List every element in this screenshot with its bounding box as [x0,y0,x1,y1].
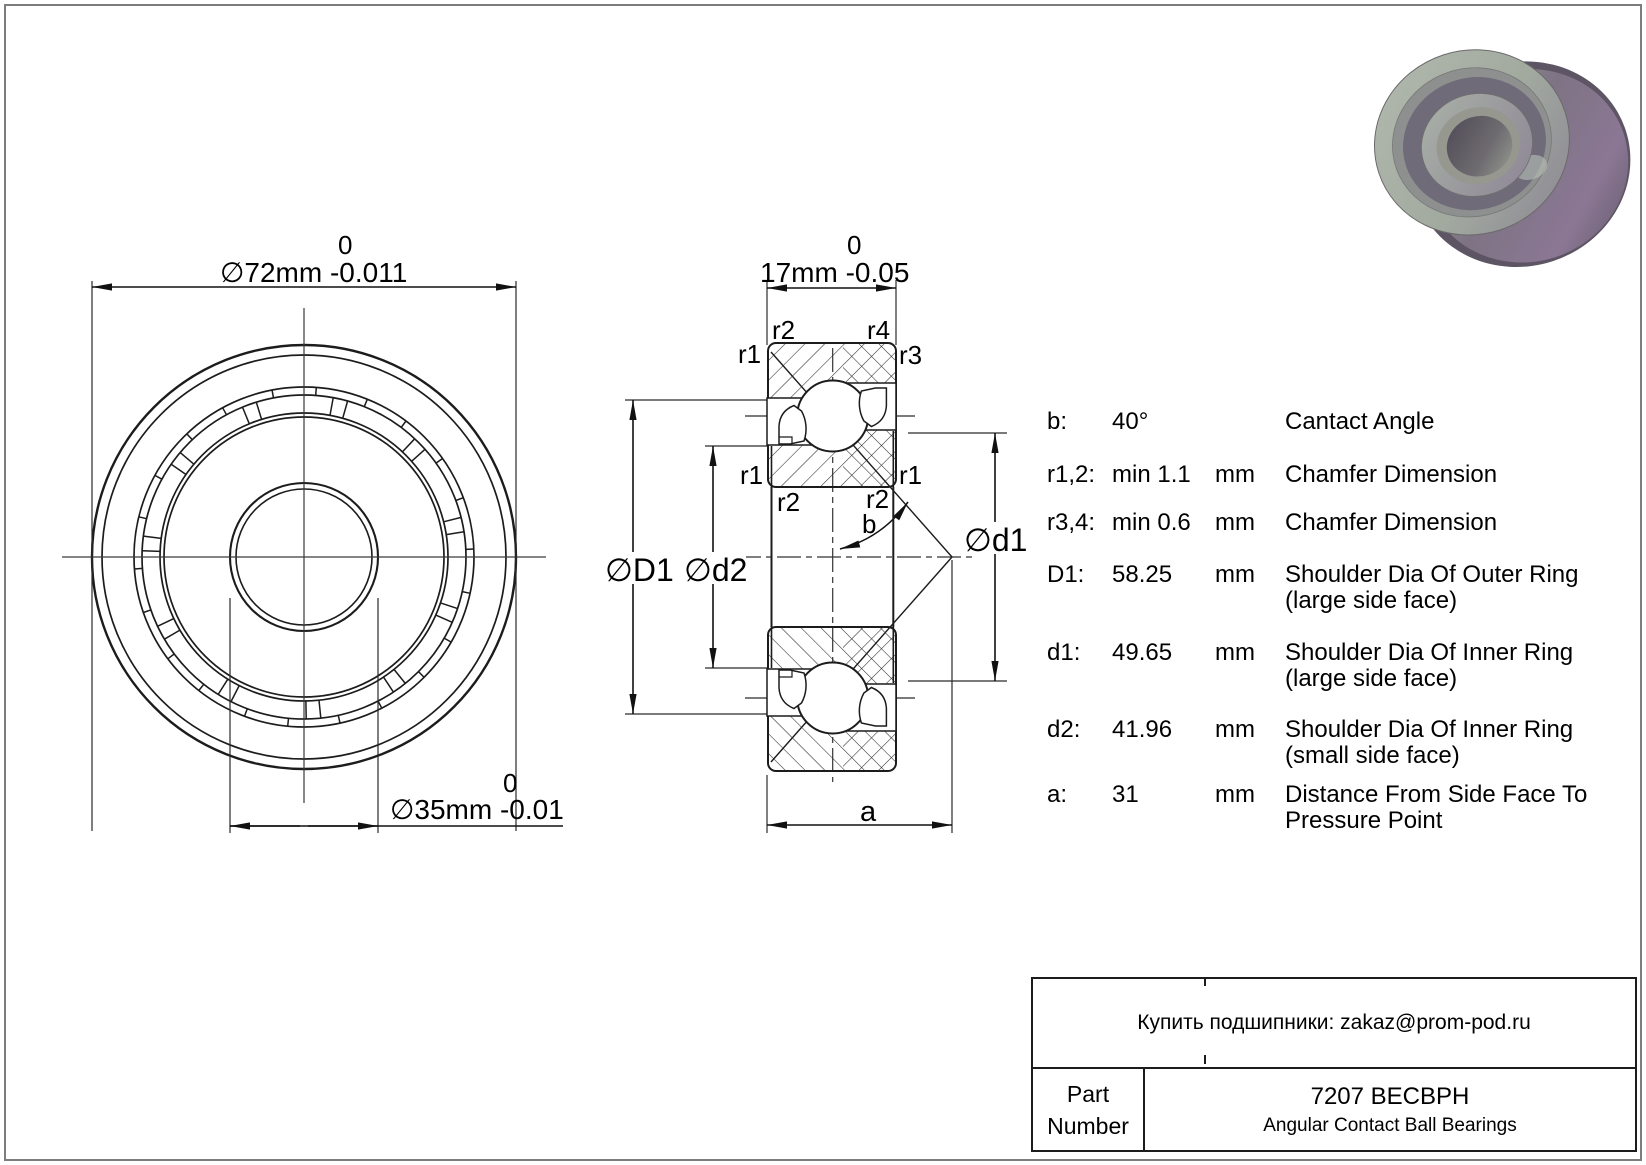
label-dia-d1: ∅d1 [964,522,1028,558]
label-r2-top-left: r2 [772,315,796,345]
spec-unit: mm [1215,639,1255,666]
spec-param: r3,4: [1047,509,1096,536]
spec-unit: mm [1215,561,1255,588]
width-dim-tolerance-top: 0 [847,230,862,260]
label-r2-low-right: r2 [866,484,890,514]
label-dia-D1: ∅D1 [605,552,674,588]
label-r3-outer-right: r3 [899,340,923,370]
spec-unit: mm [1215,509,1255,536]
spec-value: 49.65 [1112,639,1173,666]
title-block-tick-top [1204,977,1206,986]
label-a-distance: a [860,796,877,828]
ball [797,381,868,452]
part-number-label-cell [1033,1069,1145,1150]
title-block [1031,977,1637,1152]
label-dia-d2: ∅d2 [684,552,748,588]
bearing-category: Angular Contact Ball Bearings [1263,1114,1517,1136]
bore-dim-tolerance-top: 0 [503,768,518,798]
spec-desc: Chamfer Dimension [1285,461,1498,488]
bearing-3d-render [1350,8,1646,303]
outer-dim-tolerance-top: 0 [338,230,353,260]
spec-unit: mm [1215,781,1255,808]
spec-value: 31 [1112,781,1139,808]
section-upper-ring [767,343,896,489]
part-label-line2: Number [1047,1112,1129,1139]
section-view [603,230,1028,833]
spec-value: 41.96 [1112,716,1173,743]
spec-desc: Shoulder Dia Of Inner Ring (small side face) [1285,716,1574,769]
label-r1-mid-right: r1 [899,460,923,490]
spec-unit: mm [1215,461,1255,488]
label-r2-low-left: r2 [777,487,801,517]
spec-value: min 1.1 [1112,461,1191,488]
spec-desc: Chamfer Dimension [1285,509,1498,536]
spec-desc: Shoulder Dia Of Outer Ring (large side face) [1285,561,1579,614]
title-block-tick-mid [1204,1055,1206,1064]
spec-param: d2: [1047,716,1081,743]
spec-param: b: [1047,408,1068,435]
spec-param: D1: [1047,561,1085,588]
spec-value: 58.25 [1112,561,1173,588]
width-dim-label: 17mm -0.05 [760,257,910,288]
bore-dim-label: ∅35mm -0.01 [390,794,564,825]
label-b-angle: b [862,509,877,539]
outer-dim-label: ∅72mm -0.011 [220,257,408,288]
spec-desc: Distance From Side Face To Pressure Point [1285,781,1588,834]
section-lower-ring [767,625,896,771]
spec-value: 40° [1112,408,1149,435]
label-r1-mid-left: r1 [740,460,764,490]
front-view [62,230,564,833]
spec-unit: mm [1215,716,1255,743]
spec-param: r1,2: [1047,461,1096,488]
spec-value: min 0.6 [1112,509,1191,536]
label-r4-top-right: r4 [867,315,891,345]
contact-row [1033,979,1635,1069]
spec-desc: Shoulder Dia Of Inner Ring (large side face) [1285,639,1574,692]
contact-text: Купить подшипники: zakaz@prom-pod.ru [1137,1011,1531,1034]
label-r1-outer-left: r1 [738,339,762,369]
spec-param: a: [1047,781,1068,808]
part-number: 7207 BECBPH [1310,1082,1470,1110]
part-label-line1: Part [1066,1080,1110,1107]
part-number-value-cell [1145,1069,1635,1150]
spec-param: d1: [1047,639,1081,666]
spec-desc: Cantact Angle [1285,408,1435,435]
